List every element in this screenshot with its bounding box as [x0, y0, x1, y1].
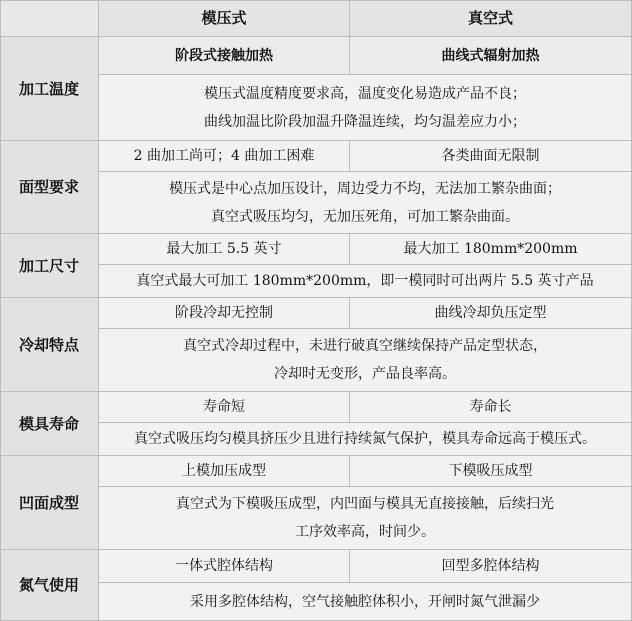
surface-vacuum: 各类曲面无限制 — [350, 141, 632, 172]
label-concave: 凹面成型 — [0, 456, 99, 550]
concave-vacuum: 下模吸压成型 — [350, 456, 632, 487]
concave-line-2: 工序效率高，时间少。 — [295, 524, 435, 540]
size-vacuum: 最大加工 180mm*200mm — [350, 234, 632, 265]
nitrogen-vacuum: 回型多腔体结构 — [350, 550, 632, 583]
label-mold-life: 模具寿命 — [0, 392, 99, 456]
concave-note — [99, 487, 632, 550]
surface-molding: 2 曲加工尚可；4 曲加工困难 — [99, 141, 350, 172]
cooling-vacuum: 曲线冷却负压定型 — [350, 298, 632, 329]
surface-line-1: 模压式是中心点加压设计，周边受力不均，无法加工繁杂曲面； — [169, 180, 561, 197]
subheader-vacuum: 曲线式辐射加热 — [350, 37, 632, 75]
concave-molding: 上模加压成型 — [99, 456, 350, 487]
nitrogen-molding: 一体式腔体结构 — [99, 550, 350, 583]
subheader-molding: 阶段式接触加热 — [99, 37, 350, 75]
concave-line-1: 真空式为下模吸压成型，内凹面与模具无直接接触，后续扫光 — [176, 496, 554, 512]
label-nitrogen: 氮气使用 — [0, 550, 99, 621]
temperature-line-1: 模压式温度精度要求高，温度变化易造成产品不良； — [204, 85, 526, 102]
header-vacuum: 真空式 — [350, 0, 632, 37]
nitrogen-note: 采用多腔体结构，空气接触腔体积小，开闸时氮气泄漏少 — [99, 583, 632, 621]
header-molding: 模压式 — [99, 0, 350, 37]
size-note: 真空式最大可加工 180mm*200mm，即一模同时可出两片 5.5 英寸产品 — [99, 265, 632, 298]
cooling-note — [99, 329, 632, 392]
temperature-line-2: 曲线加温比阶段加温升降温连续，均匀温差应力小； — [204, 113, 526, 130]
label-cooling: 冷却特点 — [0, 298, 99, 392]
surface-line-2: 真空式吸压均匀，无加压死角，可加工繁杂曲面。 — [211, 208, 519, 225]
cooling-line-2: 冷却时无变形，产品良率高。 — [274, 366, 456, 382]
header-corner — [0, 0, 99, 37]
size-molding: 最大加工 5.5 英寸 — [99, 234, 350, 265]
mold-life-note: 真空式吸压均匀模具挤压少且进行持续氮气保护，模具寿命远高于模压式。 — [99, 423, 632, 456]
label-size: 加工尺寸 — [0, 234, 99, 298]
cooling-molding: 阶段冷却无控制 — [99, 298, 350, 329]
surface-note — [99, 172, 632, 234]
mold-life-molding: 寿命短 — [99, 392, 350, 423]
mold-life-vacuum: 寿命长 — [350, 392, 632, 423]
label-surface: 面型要求 — [0, 141, 99, 234]
label-temperature: 加工温度 — [0, 37, 99, 141]
temperature-note — [99, 75, 632, 141]
cooling-line-1: 真空式冷却过程中，未进行破真空继续保持产品定型状态， — [183, 338, 547, 354]
